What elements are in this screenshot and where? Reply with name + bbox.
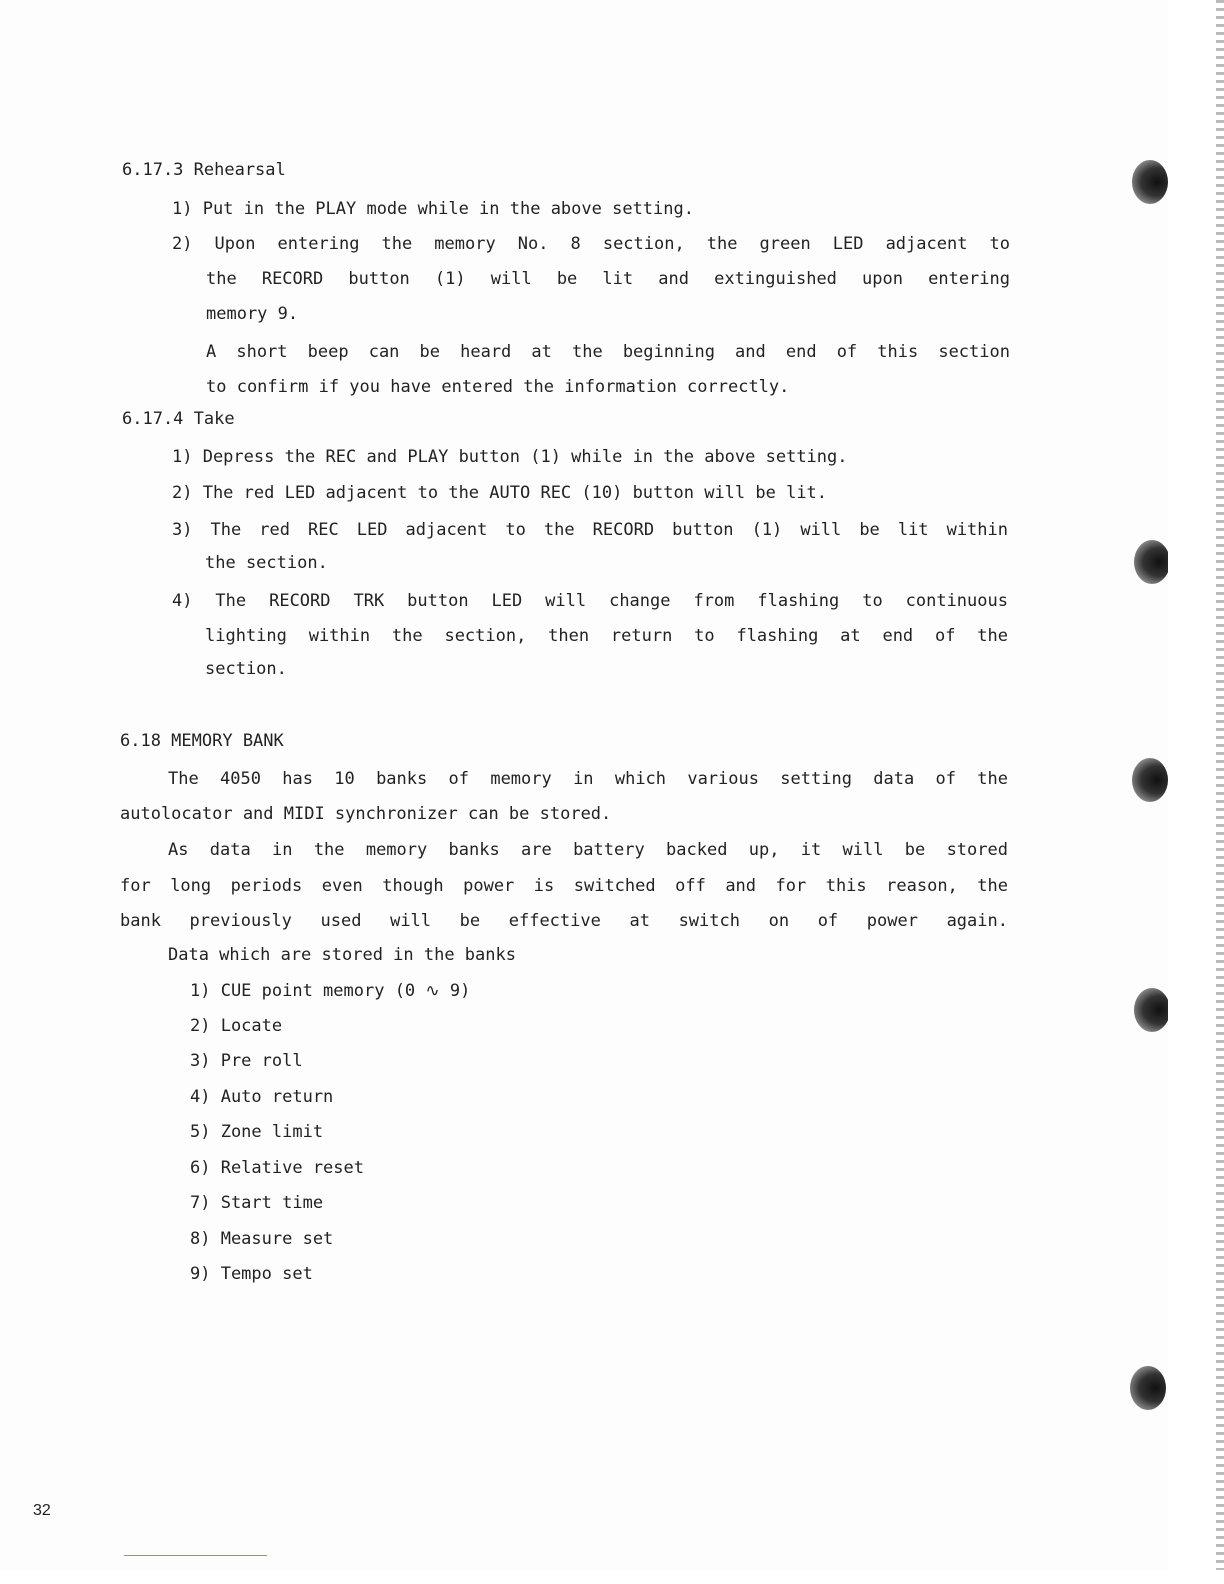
memory-bank-para-2-line-2: for long periods even though power is switched off and for this reason, the [120, 876, 1008, 896]
list-item: 4) Auto return [190, 1087, 334, 1107]
list-item: 9) Tempo set [190, 1264, 313, 1284]
rehearsal-step-2-note-line-1: A short beep can be heard at the beginning and end of this section [206, 342, 1010, 362]
memory-bank-para-2-line-1: As data in the memory banks are battery backed up, it will be stored [168, 840, 1008, 860]
bottom-margin [0, 1570, 1224, 1584]
list-item: 3) Pre roll [190, 1051, 303, 1071]
memory-bank-para-1-line-1: The 4050 has 10 banks of memory in which various setting data of the [168, 769, 1008, 789]
list-item: 1) CUE point memory (0 ∿ 9) [190, 981, 471, 1001]
punch-hole-icon [1130, 1366, 1166, 1410]
list-item: 6) Relative reset [190, 1158, 364, 1178]
rehearsal-step-1: 1) Put in the PLAY mode while in the above setting. [172, 199, 694, 219]
page-number: 32 [33, 1502, 51, 1519]
rehearsal-step-2-line-1: 2) Upon entering the memory No. 8 section, the green LED adjacent to [172, 234, 1010, 254]
take-step-2: 2) The red LED adjacent to the AUTO REC (10) button will be lit. [172, 483, 828, 503]
rehearsal-step-2-note-line-2: to confirm if you have entered the information correctly. [206, 377, 790, 397]
list-item: 8) Measure set [190, 1229, 334, 1249]
binding-edge [1216, 0, 1224, 1570]
punch-hole-icon [1132, 758, 1168, 802]
take-step-1: 1) Depress the REC and PLAY button (1) while in the above setting. [172, 447, 848, 467]
list-item: 5) Zone limit [190, 1122, 324, 1142]
punch-hole-icon [1132, 160, 1168, 204]
take-step-3-line-2: the section. [205, 553, 328, 573]
take-step-3-line-1: 3) The red REC LED adjacent to the RECORD button (1) will be lit within [172, 520, 1008, 540]
punch-hole-icon [1134, 540, 1168, 584]
punch-hole-icon [1134, 988, 1168, 1032]
list-item: 7) Start time [190, 1193, 324, 1213]
rehearsal-step-2-line-3: memory 9. [206, 304, 299, 324]
take-step-4-line-2: lighting within the section, then return to flashing at end of the [205, 626, 1008, 646]
section-heading-rehearsal: 6.17.3 Rehearsal [122, 160, 286, 180]
section-heading-memory-bank: 6.18 MEMORY BANK [120, 731, 284, 751]
memory-bank-para-1-line-2: autolocator and MIDI synchronizer can be stored. [120, 804, 612, 824]
memory-bank-list-intro: Data which are stored in the banks [168, 945, 516, 965]
list-item: 2) Locate [190, 1016, 283, 1036]
take-step-4-line-1: 4) The RECORD TRK button LED will change from flashing to continuous [172, 591, 1008, 611]
rehearsal-step-2-line-2: the RECORD button (1) will be lit and extinguished upon entering [206, 269, 1010, 289]
footer-rule [124, 1555, 267, 1556]
memory-bank-para-2-line-3: bank previously used will be effective at switch on of power again. [120, 911, 1008, 931]
take-step-4-line-3: section. [205, 659, 287, 679]
section-heading-take: 6.17.4 Take [122, 409, 235, 429]
